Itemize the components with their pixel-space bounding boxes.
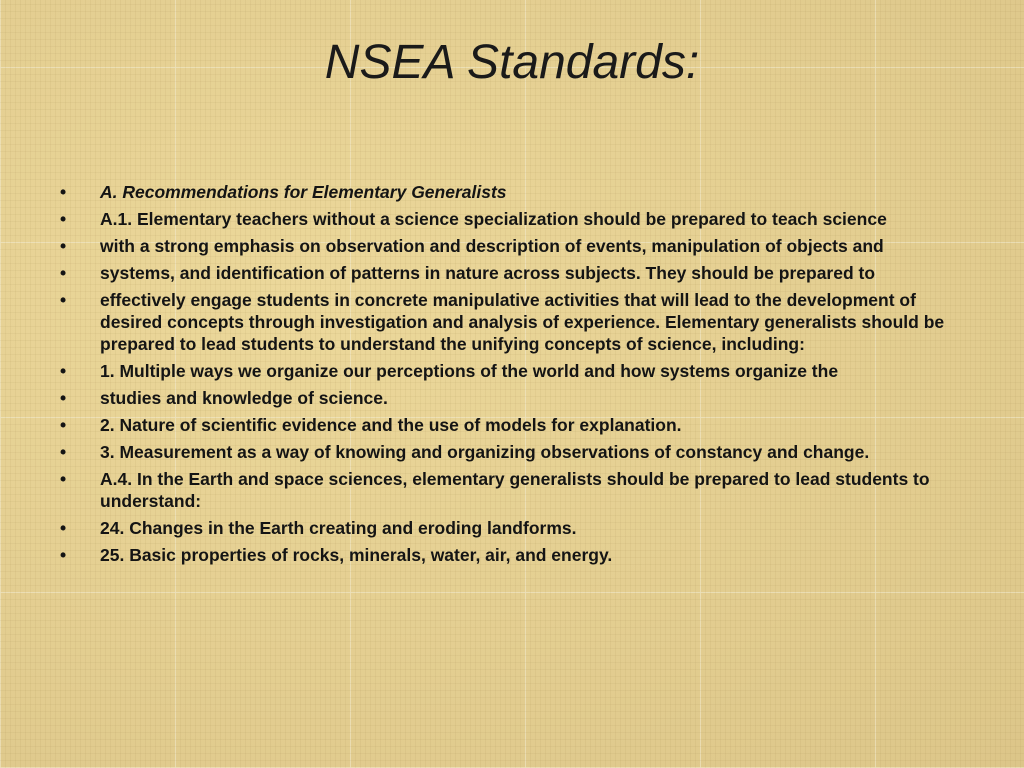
bullet-icon: • [60, 469, 67, 489]
list-item [60, 517, 960, 539]
list-item [60, 414, 960, 436]
list-item [60, 262, 960, 284]
bullet-icon: • [60, 263, 67, 283]
slide-title: NSEA Standards: [324, 36, 700, 89]
list-item [60, 387, 960, 409]
list-item-text: A. Recommendations for Elementary Generalists [100, 182, 507, 202]
bullet-icon: • [60, 209, 67, 229]
bullet-icon: • [60, 236, 67, 256]
list-item-text: systems, and identification of patterns in nature across subjects. They should be prepared to [100, 263, 876, 283]
bullet-icon: • [60, 518, 67, 538]
list-item [60, 468, 960, 512]
list-item-text: A.1. Elementary teachers without a science specialization should be prepared to teach science [100, 209, 887, 229]
list-item-text: 25. Basic properties of rocks, minerals, water, air, and energy. [100, 545, 613, 565]
list-item [60, 235, 960, 257]
list-item [60, 544, 960, 566]
list-item [60, 289, 960, 355]
bullet-icon: • [60, 290, 67, 310]
list-item-text: A.4. In the Earth and space sciences, elementary generalists should be prepared to lead students to understand: [100, 469, 930, 511]
list-item-text: 3. Measurement as a way of knowing and organizing observations of constancy and change. [100, 442, 870, 462]
list-item [60, 181, 960, 203]
list-item-text: 2. Nature of scientific evidence and the use of models for explanation. [100, 415, 682, 435]
bullet-icon: • [60, 361, 67, 381]
list-item-text: with a strong emphasis on observation and description of events, manipulation of objects and [100, 236, 884, 256]
list-item-text: effectively engage students in concrete manipulative activities that will lead to the development of desired concepts through investigation and analysis of experience. Elementary generalists should be prepared to lead students to understand the unifying concepts of science, including: [100, 290, 945, 354]
bullet-list [60, 181, 960, 571]
list-item [60, 360, 960, 382]
bullet-icon: • [60, 545, 67, 565]
bullet-icon: • [60, 182, 67, 202]
bullet-icon: • [60, 388, 67, 408]
list-item-text: 1. Multiple ways we organize our perceptions of the world and how systems organize the [100, 361, 839, 381]
list-item-text: 24. Changes in the Earth creating and eroding landforms. [100, 518, 577, 538]
list-item-text: studies and knowledge of science. [100, 388, 388, 408]
bullet-icon: • [60, 442, 67, 462]
list-item [60, 208, 960, 230]
list-item [60, 441, 960, 463]
bullet-icon: • [60, 415, 67, 435]
